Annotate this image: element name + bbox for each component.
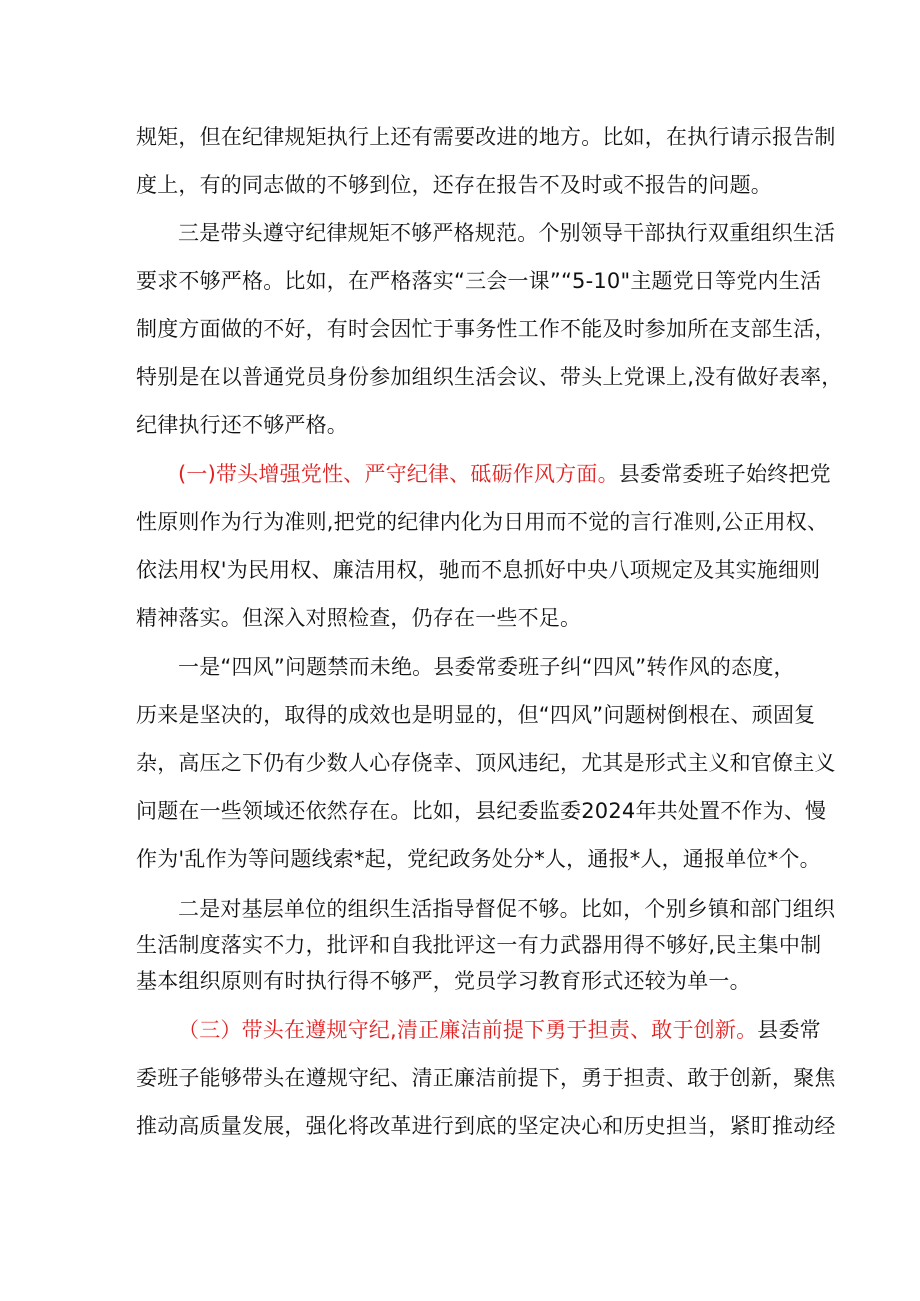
section-heading-three: （三）带头在遵规守纪,清正廉洁前提下勇于担责、敢于创新。	[178, 1018, 758, 1042]
text-line: 问题在一些领域还依然存在。比如，县纪委监委2024年共处置不作为、慢	[136, 799, 827, 823]
text-line: 委班子能够带头在遵规守纪、清正廉洁前提下，勇于担责、敢于创新，聚焦	[136, 1066, 836, 1090]
text-line: 依法用权'为民用权、廉洁用权，驰而不息抓好中央八项规定及其实施细则	[136, 558, 821, 582]
text-line: 二是对基层单位的组织生活指导督促不够。比如，个别乡镇和部门组织	[178, 897, 836, 921]
paragraph-point-three-discipline	[136, 209, 843, 449]
text-line	[136, 1006, 821, 1054]
paragraph-section-one	[136, 450, 831, 642]
text-line: 要求不够严格。比如，在严格落实“三会一课”“5-10"主题党日等党内生活	[136, 269, 822, 293]
paragraph-grassroots-guidance	[136, 891, 836, 999]
paragraph-reporting-system	[136, 113, 836, 209]
text-line: 性原则作为行为准则,把党的纪律内化为日用而不觉的言行准则,公正用权、	[136, 510, 829, 534]
text-line: 制度方面做的不好，有时会因忙于事务性工作不能及时参加所在支部生活，	[136, 317, 836, 341]
text-line: 纪律执行还不够严格。	[136, 413, 348, 437]
text-line: 推动高质量发展，强化将改革进行到底的坚定决心和历史担当，紧盯推动经	[136, 1114, 836, 1138]
text-line: 规矩，但在纪律规矩执行上还有需要改进的地方。比如，在执行请示报告制	[136, 125, 836, 149]
text-line	[136, 450, 831, 498]
text-line: 特别是在以普通党员身份参加组织生活会议、带头上党课上,没有做好表率，	[136, 365, 843, 389]
text-line: 作为'乱作为等问题线索*起，党纪政务处分*人，通报*人，通报单位*个。	[136, 847, 821, 871]
text-line: 生活制度落实不力，批评和自我批评这一有力武器用得不够好,民主集中制	[136, 933, 822, 957]
heading-line-rest: 县委常委班子始终把党	[618, 462, 831, 486]
text-line: 一是“四风”问题禁而未绝。县委常委班子纠“四风”转作风的态度，	[178, 655, 795, 679]
paragraph-four-winds	[136, 643, 836, 883]
paragraph-section-three	[136, 1006, 836, 1150]
section-heading-one: (一)带头增强党性、严守纪律、砥砺作风方面。	[178, 462, 619, 486]
text-line: 基本组织原则有时执行得不够严，党员学习教育形式还较为单一。	[136, 969, 751, 993]
text-line: 度上，有的同志做的不够到位，还存在报告不及时或不报告的问题。	[136, 173, 772, 197]
text-line: 三是带头遵守纪律规矩不够严格规范。个别领导干部执行双重组织生活	[178, 221, 836, 245]
heading-line-rest: 县委常	[757, 1018, 821, 1042]
text-line: 历来是坚决的，取得的成效也是明显的，但“四风”问题树倒根在、顽固复	[136, 703, 816, 727]
text-line: 杂，高压之下仍有少数人心存侥幸、顶风违纪，尤其是形式主义和官僚主义	[136, 751, 836, 775]
text-line: 精神落实。但深入对照检查，仍存在一些不足。	[136, 606, 582, 630]
